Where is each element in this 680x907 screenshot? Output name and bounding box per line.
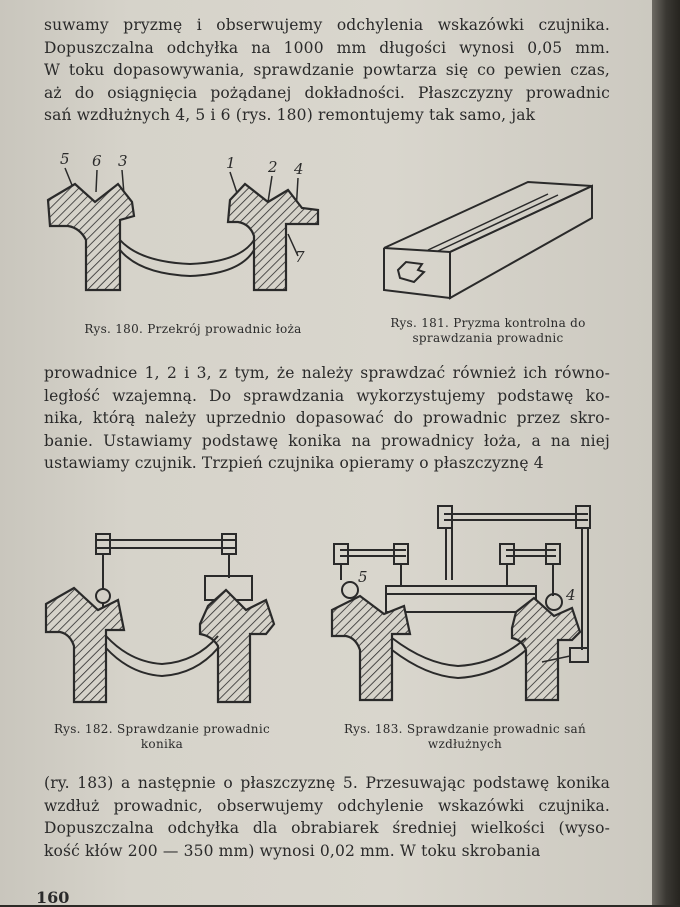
figure-180-bed-guideways-section (40, 150, 340, 320)
caption-line: Rys. 181. Pryzma kontrolna do (390, 316, 586, 330)
text-line: (ry. 183) a następnie o płaszczyznę 5. Przesuwając podstawę konika (44, 774, 610, 792)
text-line: suwamy pryzmę i obserwujemy odchylenia wskazówki czujnika. (44, 16, 610, 34)
label-1: 1 (226, 154, 236, 172)
paragraph-middle (44, 362, 610, 475)
text-line: banie. Ustawiamy podstawę konika na prowadnicy łoża, a na niej (44, 431, 610, 450)
text-line: wzdłuż prowadnic, obserwujemy odchylenie wskazówki czujnika. (44, 796, 610, 815)
caption-line: Rys. 183. Sprawdzanie prowadnic sań (343, 722, 587, 736)
figure-181-control-prism (378, 178, 600, 308)
page-number: 160 (36, 888, 70, 907)
label-3: 3 (118, 152, 128, 170)
figure-182-tailstock-guideway-check (40, 530, 290, 710)
figure-181-caption (368, 316, 608, 346)
text-line: W toku dopasowywania, sprawdzanie powtarza się co pewien czas, (44, 61, 610, 80)
text-line: sań wzdłużnych 4, 5 i 6 (rys. 180) remontujemy tak samo, jak (44, 106, 536, 125)
text-line: ległość wzajemną. Do sprawdzania wykorzystujemy podstawę ko- (44, 386, 610, 405)
label-7: 7 (295, 248, 305, 266)
caption-line: konika (140, 737, 184, 751)
text-line: kość kłów 200 — 350 mm) wynosi 0,02 mm. W toku skrobania (44, 841, 541, 860)
text-line: nika, którą należy uprzednio dopasować do prowadnic przez skro- (44, 409, 610, 428)
figure-182-caption (42, 722, 282, 752)
paragraph-top (44, 14, 610, 127)
label-2: 2 (268, 158, 278, 176)
caption-line: sprawdzania prowadnic (412, 331, 564, 345)
figure-180-caption: Rys. 180. Przekrój prowadnic łoża (84, 322, 302, 336)
label-4: 4 (566, 586, 576, 604)
text-line: Dopuszczalna odchyłka na 1000 mm długości wynosi 0,05 mm. (44, 38, 610, 57)
label-4: 4 (294, 160, 304, 178)
caption-line: wzdłużnych (427, 737, 503, 751)
text-line: prowadnice 1, 2 i 3, z tym, że należy sprawdzać również ich równo- (44, 364, 610, 382)
text-line: aż do osiągnięcia pożądanej dokładności. Płaszczyzny prowadnic (44, 83, 610, 102)
paragraph-bottom (44, 772, 610, 862)
text-line: ustawiamy czujnik. Trzpień czujnika opieramy o płaszczyznę 4 (44, 454, 544, 473)
caption-line: Rys. 182. Sprawdzanie prowadnic (54, 722, 270, 736)
label-5: 5 (60, 150, 70, 168)
figure-183-caption (320, 722, 610, 752)
page-edge-shadow (652, 0, 680, 905)
text-line: Dopuszczalna odchyłka dla obrabiarek średniej wielkości (wyso- (44, 819, 610, 838)
figure-183-longitudinal-saddle-guideway-check (326, 500, 606, 710)
label-5: 5 (358, 568, 368, 586)
label-6: 6 (92, 152, 102, 170)
